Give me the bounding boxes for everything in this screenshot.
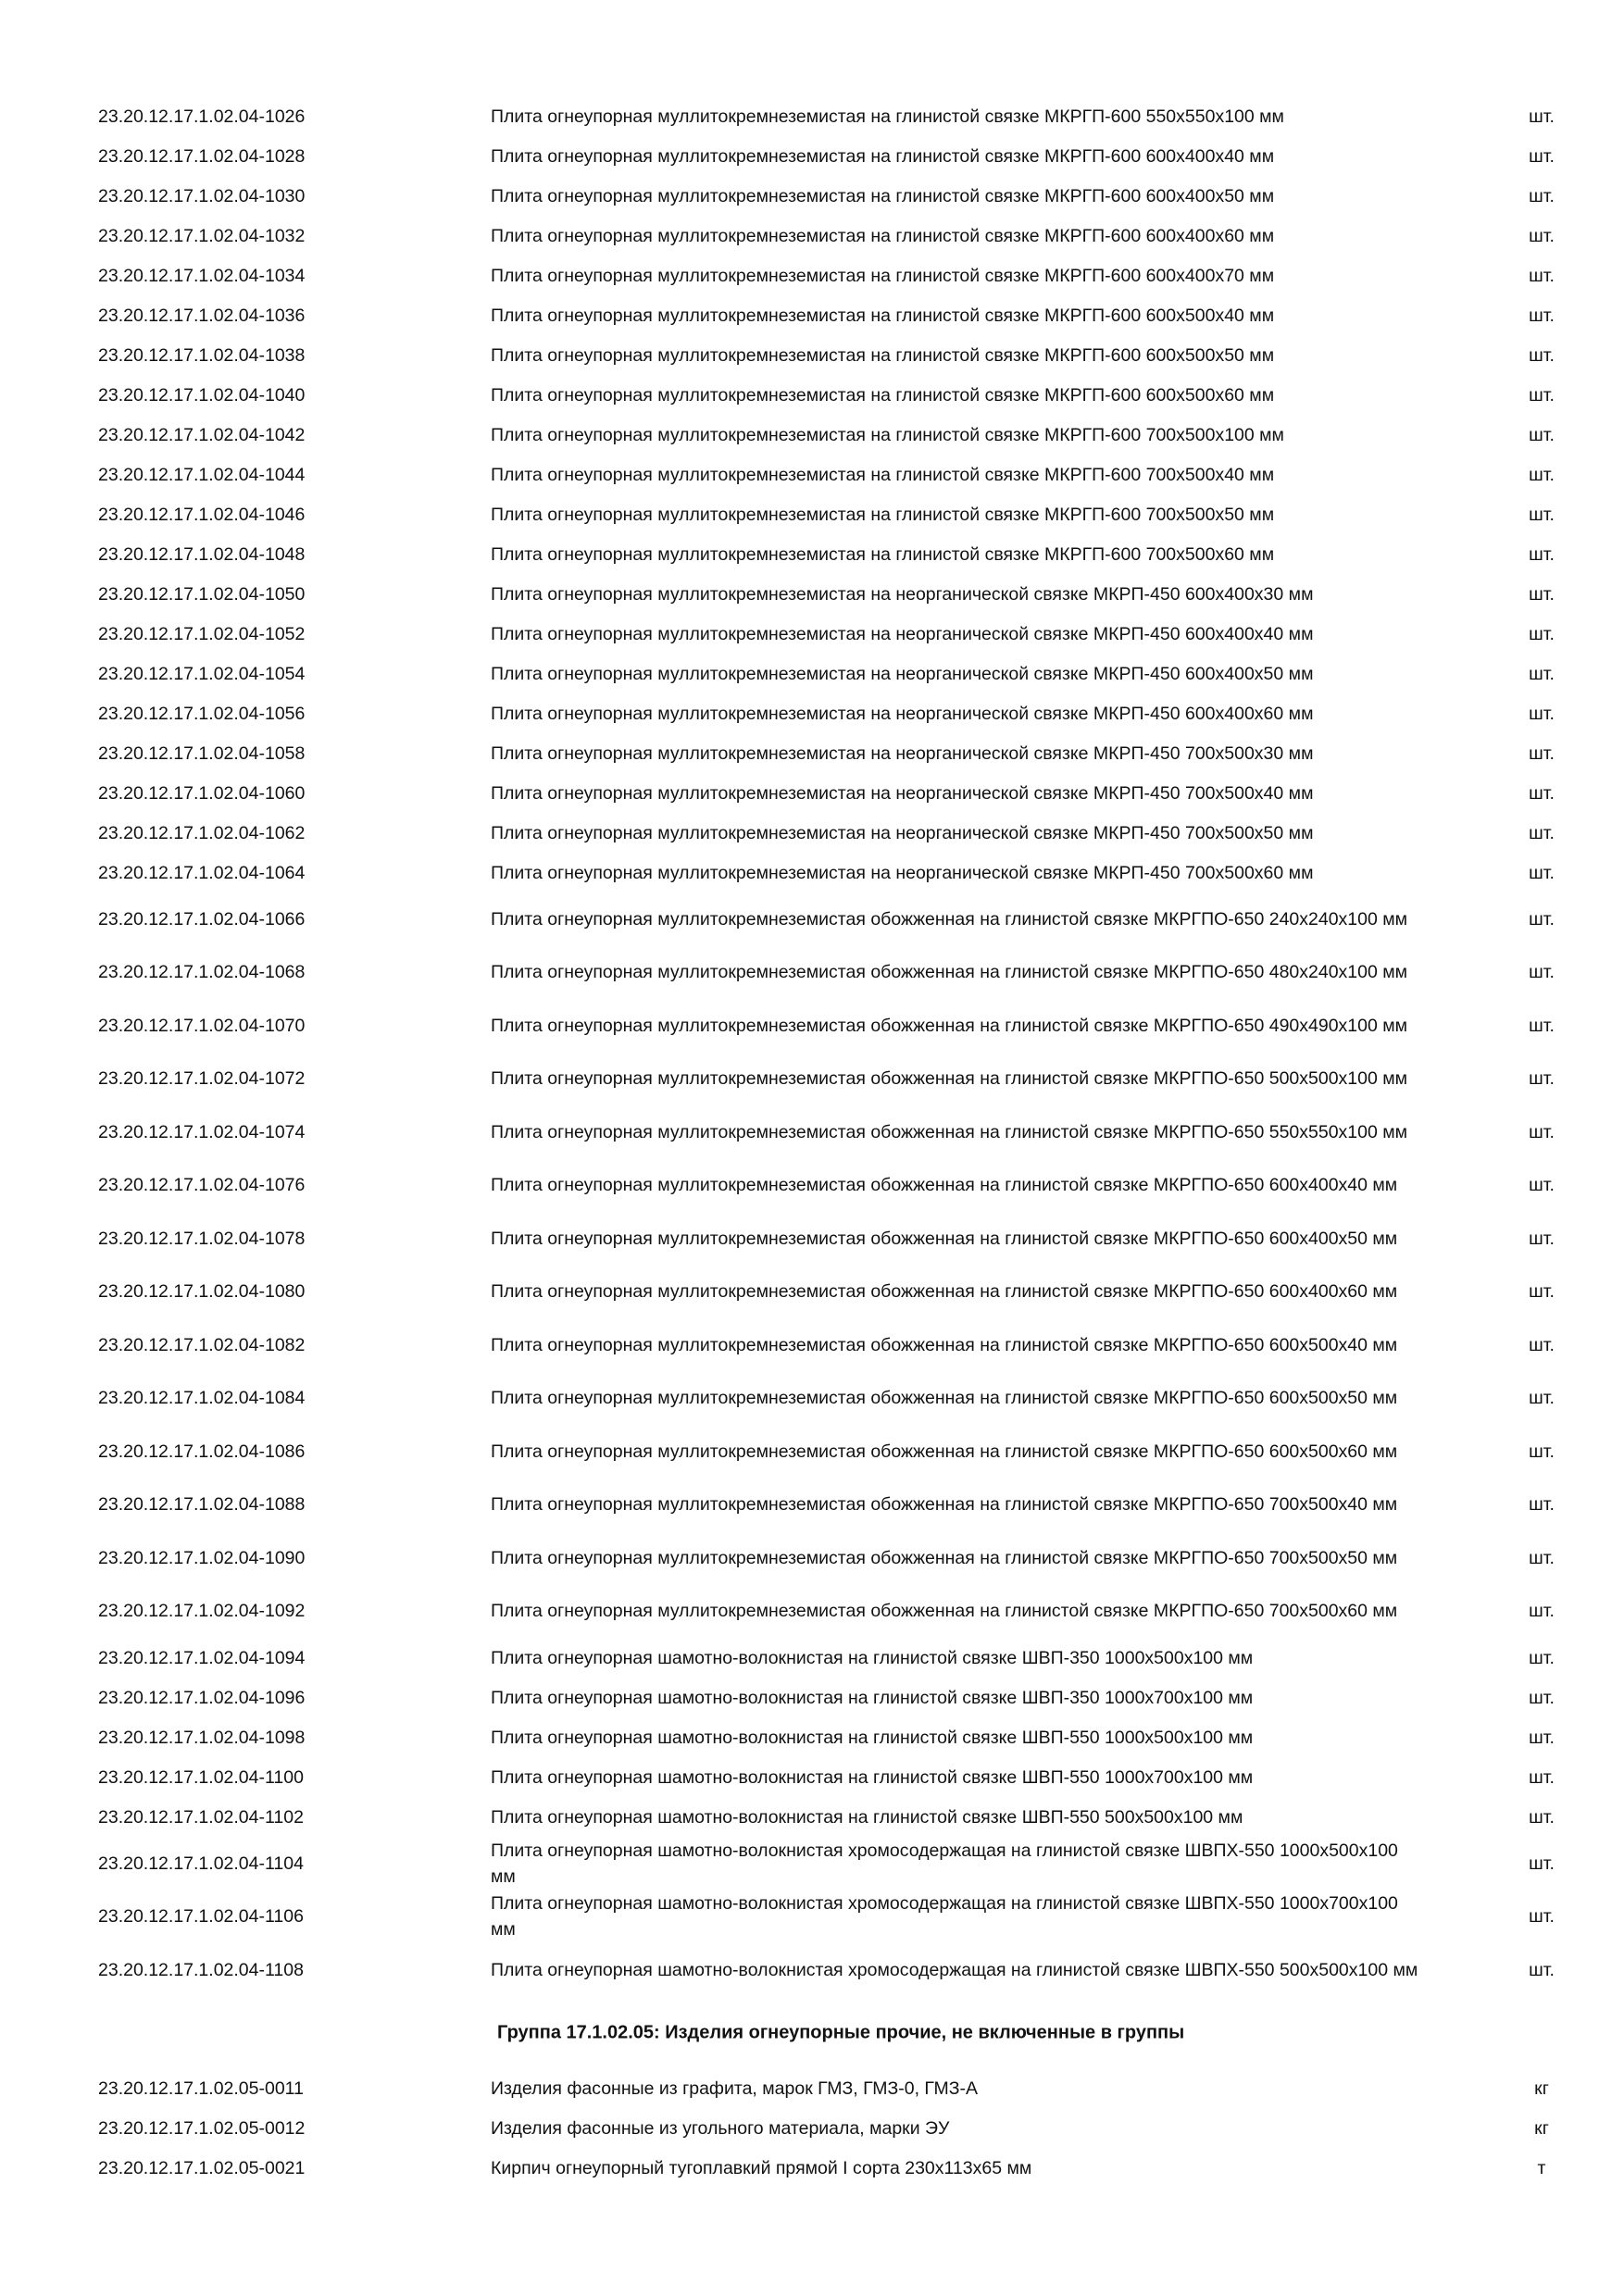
- resource-name: Плита огнеупорная шамотно-волокнистая на глинистой связке ШВП-550 500x500x100 мм: [491, 1806, 1243, 1828]
- unit-of-measure: шт.: [1529, 862, 1555, 883]
- resource-code: 23.20.12.17.1.02.04-1030: [98, 185, 306, 206]
- table-row: [0, 1372, 1624, 1426]
- resource-code: 23.20.12.17.1.02.04-1102: [98, 1806, 304, 1828]
- table-row: [0, 2109, 1624, 2149]
- unit-of-measure: шт.: [1529, 1121, 1555, 1142]
- resource-name: Плита огнеупорная муллитокремнеземистая на неорганической связке МКРП-450 700x500x40 мм: [491, 782, 1314, 804]
- resource-name: Изделия фасонные из угольного материала, марки ЭУ: [491, 2118, 950, 2139]
- table-row: [0, 1837, 1624, 1890]
- unit-of-measure: шт.: [1529, 464, 1555, 485]
- resource-code: 23.20.12.17.1.02.04-1088: [98, 1494, 306, 1516]
- resource-code: 23.20.12.17.1.02.04-1038: [98, 344, 306, 366]
- resource-name: Плита огнеупорная шамотно-волокнистая на глинистой связке ШВП-550 1000x500x100 мм: [491, 1727, 1254, 1748]
- resource-name: Плита огнеупорная муллитокремнеземистая обожженная на глинистой связке МКРГПО-650 550x550x100 мм: [491, 1121, 1408, 1142]
- resource-code: 23.20.12.17.1.02.05-0011: [98, 2078, 304, 2099]
- table-row: [0, 946, 1624, 1000]
- unit-of-measure: т: [1537, 2158, 1546, 2178]
- resource-name: Плита огнеупорная муллитокремнеземистая на глинистой связке МКРГП-600 700x500x40 мм: [491, 464, 1275, 485]
- resource-name: Плита огнеупорная муллитокремнеземистая на глинистой связке МКРГП-600 700x500x100 мм: [491, 424, 1284, 445]
- resource-code: 23.20.12.17.1.02.04-1062: [98, 822, 306, 843]
- unit-of-measure: шт.: [1529, 145, 1555, 167]
- unit-of-measure: шт.: [1529, 543, 1555, 565]
- table-row: [0, 693, 1624, 733]
- table-row: [0, 1585, 1624, 1639]
- resource-name: Плита огнеупорная муллитокремнеземистая на неорганической связке МКРП-450 600x400x60 мм: [491, 703, 1314, 724]
- unit-of-measure: шт.: [1529, 1441, 1555, 1462]
- table-row: [0, 1053, 1624, 1106]
- unit-of-measure: шт.: [1529, 782, 1555, 804]
- unit-of-measure: шт.: [1529, 1766, 1555, 1788]
- resource-name: Плита огнеупорная муллитокремнеземистая на глинистой связке МКРГП-600 600x500x40 мм: [491, 305, 1275, 326]
- table-row: [0, 136, 1624, 176]
- resource-code: 23.20.12.17.1.02.04-1104: [98, 1853, 304, 1874]
- resource-code: 23.20.12.17.1.02.04-1036: [98, 305, 306, 326]
- table-row: [0, 1318, 1624, 1372]
- unit-of-measure: шт.: [1529, 1853, 1555, 1874]
- resource-name: Плита огнеупорная шамотно-волокнистая хромосодержащая на глинистой связке ШВПХ-550 1000x500x100 мм: [491, 1840, 1398, 1887]
- resource-code: 23.20.12.17.1.02.04-1096: [98, 1687, 306, 1708]
- resource-name: Плита огнеупорная муллитокремнеземистая на неорганической связке МКРП-450 600x400x50 мм: [491, 663, 1314, 684]
- resource-name: Плита огнеупорная муллитокремнеземистая на глинистой связке МКРГП-600 600x400x70 мм: [491, 265, 1275, 286]
- resource-name: Плита огнеупорная муллитокремнеземистая обожженная на глинистой связке МКРГПО-650 490x490x100 мм: [491, 1015, 1408, 1036]
- resource-code: 23.20.12.17.1.02.04-1092: [98, 1601, 306, 1622]
- unit-of-measure: шт.: [1529, 1334, 1555, 1355]
- resource-code: 23.20.12.17.1.02.04-1098: [98, 1727, 306, 1748]
- unit-of-measure: шт.: [1529, 1494, 1555, 1516]
- unit-of-measure: шт.: [1529, 225, 1555, 246]
- resource-name: Плита огнеупорная муллитокремнеземистая обожженная на глинистой связке МКРГПО-650 700x500x40 мм: [491, 1494, 1398, 1516]
- resource-name: Плита огнеупорная муллитокремнеземистая обожженная на глинистой связке МКРГПО-650 600x400x60 мм: [491, 1281, 1398, 1303]
- table-row: [0, 494, 1624, 534]
- table-row: [0, 733, 1624, 773]
- unit-of-measure: кг: [1534, 2078, 1549, 2099]
- resource-code: 23.20.12.17.1.02.04-1090: [98, 1547, 306, 1568]
- table-row: [0, 1425, 1624, 1479]
- unit-of-measure: шт.: [1529, 1601, 1555, 1622]
- resource-code: 23.20.12.17.1.02.05-0012: [98, 2118, 306, 2139]
- unit-of-measure: шт.: [1529, 1806, 1555, 1828]
- table-row: [0, 1757, 1624, 1797]
- table-row: [0, 176, 1624, 216]
- unit-of-measure: шт.: [1529, 106, 1555, 127]
- table-row: [0, 96, 1624, 136]
- resource-code: 23.20.12.17.1.02.04-1086: [98, 1441, 306, 1462]
- resource-code: 23.20.12.17.1.02.04-1054: [98, 663, 306, 684]
- unit-of-measure: шт.: [1529, 1959, 1555, 1980]
- resource-code: 23.20.12.17.1.02.04-1078: [98, 1228, 306, 1249]
- resource-code: 23.20.12.17.1.02.04-1094: [98, 1647, 306, 1668]
- unit-of-measure: шт.: [1529, 663, 1555, 684]
- table-row: [0, 534, 1624, 574]
- table-row: [0, 415, 1624, 455]
- resource-code: 23.20.12.17.1.02.04-1026: [98, 106, 306, 127]
- resource-name: Кирпич огнеупорный тугоплавкий прямой I сорта 230x113x65 мм: [491, 2158, 1032, 2178]
- table-row: [0, 2149, 1624, 2189]
- resource-code: 23.20.12.17.1.02.04-1076: [98, 1175, 306, 1196]
- resource-code: 23.20.12.17.1.02.04-1100: [98, 1766, 304, 1788]
- unit-of-measure: шт.: [1529, 962, 1555, 983]
- resource-code: 23.20.12.17.1.02.04-1068: [98, 962, 306, 983]
- resource-code: 23.20.12.17.1.02.04-1044: [98, 464, 306, 485]
- unit-of-measure: шт.: [1529, 1727, 1555, 1748]
- table-row: [0, 2069, 1624, 2109]
- table-row: [0, 1890, 1624, 1944]
- resource-name: Плита огнеупорная муллитокремнеземистая обожженная на глинистой связке МКРГПО-650 600x500x50 мм: [491, 1388, 1398, 1409]
- resource-name: Плита огнеупорная муллитокремнеземистая обожженная на глинистой связке МКРГПО-650 480x240x100 мм: [491, 962, 1408, 983]
- resource-name: Плита огнеупорная муллитокремнеземистая на неорганической связке МКРП-450 700x500x50 мм: [491, 822, 1314, 843]
- resource-name: Плита огнеупорная шамотно-волокнистая на глинистой связке ШВП-350 1000x700x100 мм: [491, 1687, 1254, 1708]
- unit-of-measure: шт.: [1529, 1547, 1555, 1568]
- resource-code: 23.20.12.17.1.02.04-1058: [98, 742, 306, 764]
- unit-of-measure: шт.: [1529, 384, 1555, 406]
- rows-group-17-1-02-05: [0, 2069, 1624, 2189]
- resource-name: Плита огнеупорная муллитокремнеземистая на глинистой связке МКРГП-600 600x500x60 мм: [491, 384, 1275, 406]
- unit-of-measure: шт.: [1529, 1281, 1555, 1303]
- table-row: [0, 1479, 1624, 1532]
- resource-code: 23.20.12.17.1.02.04-1056: [98, 703, 306, 724]
- resource-code: 23.20.12.17.1.02.04-1072: [98, 1068, 306, 1090]
- resource-name: Плита огнеупорная муллитокремнеземистая на глинистой связке МКРГП-600 600x500x50 мм: [491, 344, 1275, 366]
- unit-of-measure: шт.: [1529, 265, 1555, 286]
- unit-of-measure: шт.: [1529, 1906, 1555, 1928]
- resource-code: 23.20.12.17.1.02.04-1082: [98, 1334, 306, 1355]
- resource-name: Плита огнеупорная шамотно-волокнистая хромосодержащая на глинистой связке ШВПХ-550 500x500x100 мм: [491, 1959, 1418, 1980]
- table-row: [0, 375, 1624, 415]
- unit-of-measure: кг: [1534, 2118, 1549, 2139]
- resource-name: Плита огнеупорная шамотно-волокнистая на глинистой связке ШВП-350 1000x500x100 мм: [491, 1647, 1254, 1668]
- resource-name: Плита огнеупорная муллитокремнеземистая обожженная на глинистой связке МКРГПО-650 600x400x40 мм: [491, 1175, 1398, 1196]
- table-row: [0, 1159, 1624, 1213]
- unit-of-measure: шт.: [1529, 1647, 1555, 1668]
- resource-name: Плита огнеупорная муллитокремнеземистая обожженная на глинистой связке МКРГПО-650 240x240x100 мм: [491, 908, 1408, 930]
- unit-of-measure: шт.: [1529, 908, 1555, 930]
- resource-name: Плита огнеупорная муллитокремнеземистая обожженная на глинистой связке МКРГПО-650 700x500x50 мм: [491, 1547, 1398, 1568]
- resource-code: 23.20.12.17.1.02.04-1028: [98, 145, 306, 167]
- unit-of-measure: шт.: [1529, 1687, 1555, 1708]
- table-row: [0, 455, 1624, 494]
- resource-name: Плита огнеупорная муллитокремнеземистая на глинистой связке МКРГП-600 700x500x50 мм: [491, 504, 1275, 525]
- resource-name: Плита огнеупорная муллитокремнеземистая обожженная на глинистой связке МКРГПО-650 600x500x40 мм: [491, 1334, 1398, 1355]
- table-row: [0, 654, 1624, 693]
- unit-of-measure: шт.: [1529, 344, 1555, 366]
- resource-name: Плита огнеупорная муллитокремнеземистая на неорганической связке МКРП-450 700x500x60 мм: [491, 862, 1314, 883]
- resource-name: Плита огнеупорная муллитокремнеземистая на глинистой связке МКРГП-600 550x550x100 мм: [491, 106, 1284, 127]
- resource-name: Плита огнеупорная муллитокремнеземистая обожженная на глинистой связке МКРГПО-650 500x500x100 мм: [491, 1068, 1408, 1090]
- resource-code: 23.20.12.17.1.02.04-1050: [98, 583, 306, 605]
- resource-name: Плита огнеупорная шамотно-волокнистая на глинистой связке ШВП-550 1000x700x100 мм: [491, 1766, 1254, 1788]
- resource-code: 23.20.12.17.1.02.04-1070: [98, 1015, 306, 1036]
- table-row: [0, 216, 1624, 256]
- resource-name: Плита огнеупорная муллитокремнеземистая на глинистой связке МКРГП-600 600x400x60 мм: [491, 225, 1275, 246]
- resource-name: Плита огнеупорная муллитокремнеземистая на глинистой связке МКРГП-600 700x500x60 мм: [491, 543, 1275, 565]
- resource-code: 23.20.12.17.1.02.04-1066: [98, 908, 306, 930]
- resource-name: Плита огнеупорная муллитокремнеземистая на неорганической связке МКРП-450 600x400x30 мм: [491, 583, 1314, 605]
- resource-code: 23.20.12.17.1.02.04-1064: [98, 862, 306, 883]
- table-row: [0, 1797, 1624, 1837]
- table-row: [0, 1212, 1624, 1266]
- unit-of-measure: шт.: [1529, 1175, 1555, 1196]
- table-row: [0, 999, 1624, 1053]
- resource-code: 23.20.12.17.1.02.04-1034: [98, 265, 306, 286]
- table-row: [0, 335, 1624, 375]
- table-row: [0, 813, 1624, 853]
- unit-of-measure: шт.: [1529, 424, 1555, 445]
- unit-of-measure: шт.: [1529, 1068, 1555, 1090]
- resource-code: 23.20.12.17.1.02.04-1052: [98, 623, 306, 644]
- table-row: [0, 1678, 1624, 1717]
- table-row: [0, 1531, 1624, 1585]
- group-heading: [0, 1997, 1624, 2069]
- resource-name: Плита огнеупорная муллитокремнеземистая обожженная на глинистой связке МКРГПО-650 700x500x60 мм: [491, 1601, 1398, 1622]
- unit-of-measure: шт.: [1529, 185, 1555, 206]
- resource-name: Плита огнеупорная муллитокремнеземистая на глинистой связке МКРГП-600 600x400x50 мм: [491, 185, 1275, 206]
- resource-name: Плита огнеупорная муллитокремнеземистая на неорганической связке МКРП-450 700x500x30 мм: [491, 742, 1314, 764]
- table-row: [0, 574, 1624, 614]
- resource-code: 23.20.12.17.1.02.04-1042: [98, 424, 306, 445]
- unit-of-measure: шт.: [1529, 822, 1555, 843]
- price-list-page: [0, 96, 1624, 2189]
- rows-group-17-1-02-04: [0, 96, 1624, 1997]
- unit-of-measure: шт.: [1529, 742, 1555, 764]
- unit-of-measure: шт.: [1529, 703, 1555, 724]
- resource-code: 23.20.12.17.1.02.04-1080: [98, 1281, 306, 1303]
- resource-code: 23.20.12.17.1.02.04-1032: [98, 225, 306, 246]
- resource-name: Плита огнеупорная муллитокремнеземистая обожженная на глинистой связке МКРГПО-650 600x400x50 мм: [491, 1228, 1398, 1249]
- unit-of-measure: шт.: [1529, 1388, 1555, 1409]
- resource-name: Плита огнеупорная муллитокремнеземистая на неорганической связке МКРП-450 600x400x40 мм: [491, 623, 1314, 644]
- resource-code: 23.20.12.17.1.02.04-1108: [98, 1959, 304, 1980]
- resource-name: Плита огнеупорная шамотно-волокнистая хромосодержащая на глинистой связке ШВПХ-550 1000x700x100 мм: [491, 1893, 1398, 1940]
- resource-code: 23.20.12.17.1.02.04-1084: [98, 1388, 306, 1409]
- group-heading-text: Группа 17.1.02.05: Изделия огнеупорные прочие, не включенные в группы: [497, 2022, 1185, 2042]
- resource-code: 23.20.12.17.1.02.04-1040: [98, 384, 306, 406]
- resource-code: 23.20.12.17.1.02.04-1046: [98, 504, 306, 525]
- resource-name: Изделия фасонные из графита, марок ГМЗ, ГМЗ-0, ГМЗ-А: [491, 2078, 979, 2099]
- resource-code: 23.20.12.17.1.02.04-1074: [98, 1121, 306, 1142]
- unit-of-measure: шт.: [1529, 504, 1555, 525]
- table-row: [0, 256, 1624, 295]
- table-row: [0, 1105, 1624, 1159]
- resource-name: Плита огнеупорная муллитокремнеземистая на глинистой связке МКРГП-600 600x400x40 мм: [491, 145, 1275, 167]
- table-row: [0, 892, 1624, 946]
- resource-code: 23.20.12.17.1.02.04-1106: [98, 1906, 304, 1928]
- table-row: [0, 1266, 1624, 1319]
- table-row: [0, 295, 1624, 335]
- table-row: [0, 614, 1624, 654]
- resource-code: 23.20.12.17.1.02.04-1048: [98, 543, 306, 565]
- resource-name: Плита огнеупорная муллитокремнеземистая обожженная на глинистой связке МКРГПО-650 600x500x60 мм: [491, 1441, 1398, 1462]
- unit-of-measure: шт.: [1529, 583, 1555, 605]
- table-row: [0, 773, 1624, 813]
- unit-of-measure: шт.: [1529, 623, 1555, 644]
- resource-code: 23.20.12.17.1.02.04-1060: [98, 782, 306, 804]
- resource-code: 23.20.12.17.1.02.05-0021: [98, 2158, 306, 2178]
- unit-of-measure: шт.: [1529, 1228, 1555, 1249]
- table-row: [0, 1638, 1624, 1678]
- table-row: [0, 853, 1624, 892]
- table-row: [0, 1717, 1624, 1757]
- unit-of-measure: шт.: [1529, 305, 1555, 326]
- unit-of-measure: шт.: [1529, 1015, 1555, 1036]
- table-row: [0, 1943, 1624, 1997]
